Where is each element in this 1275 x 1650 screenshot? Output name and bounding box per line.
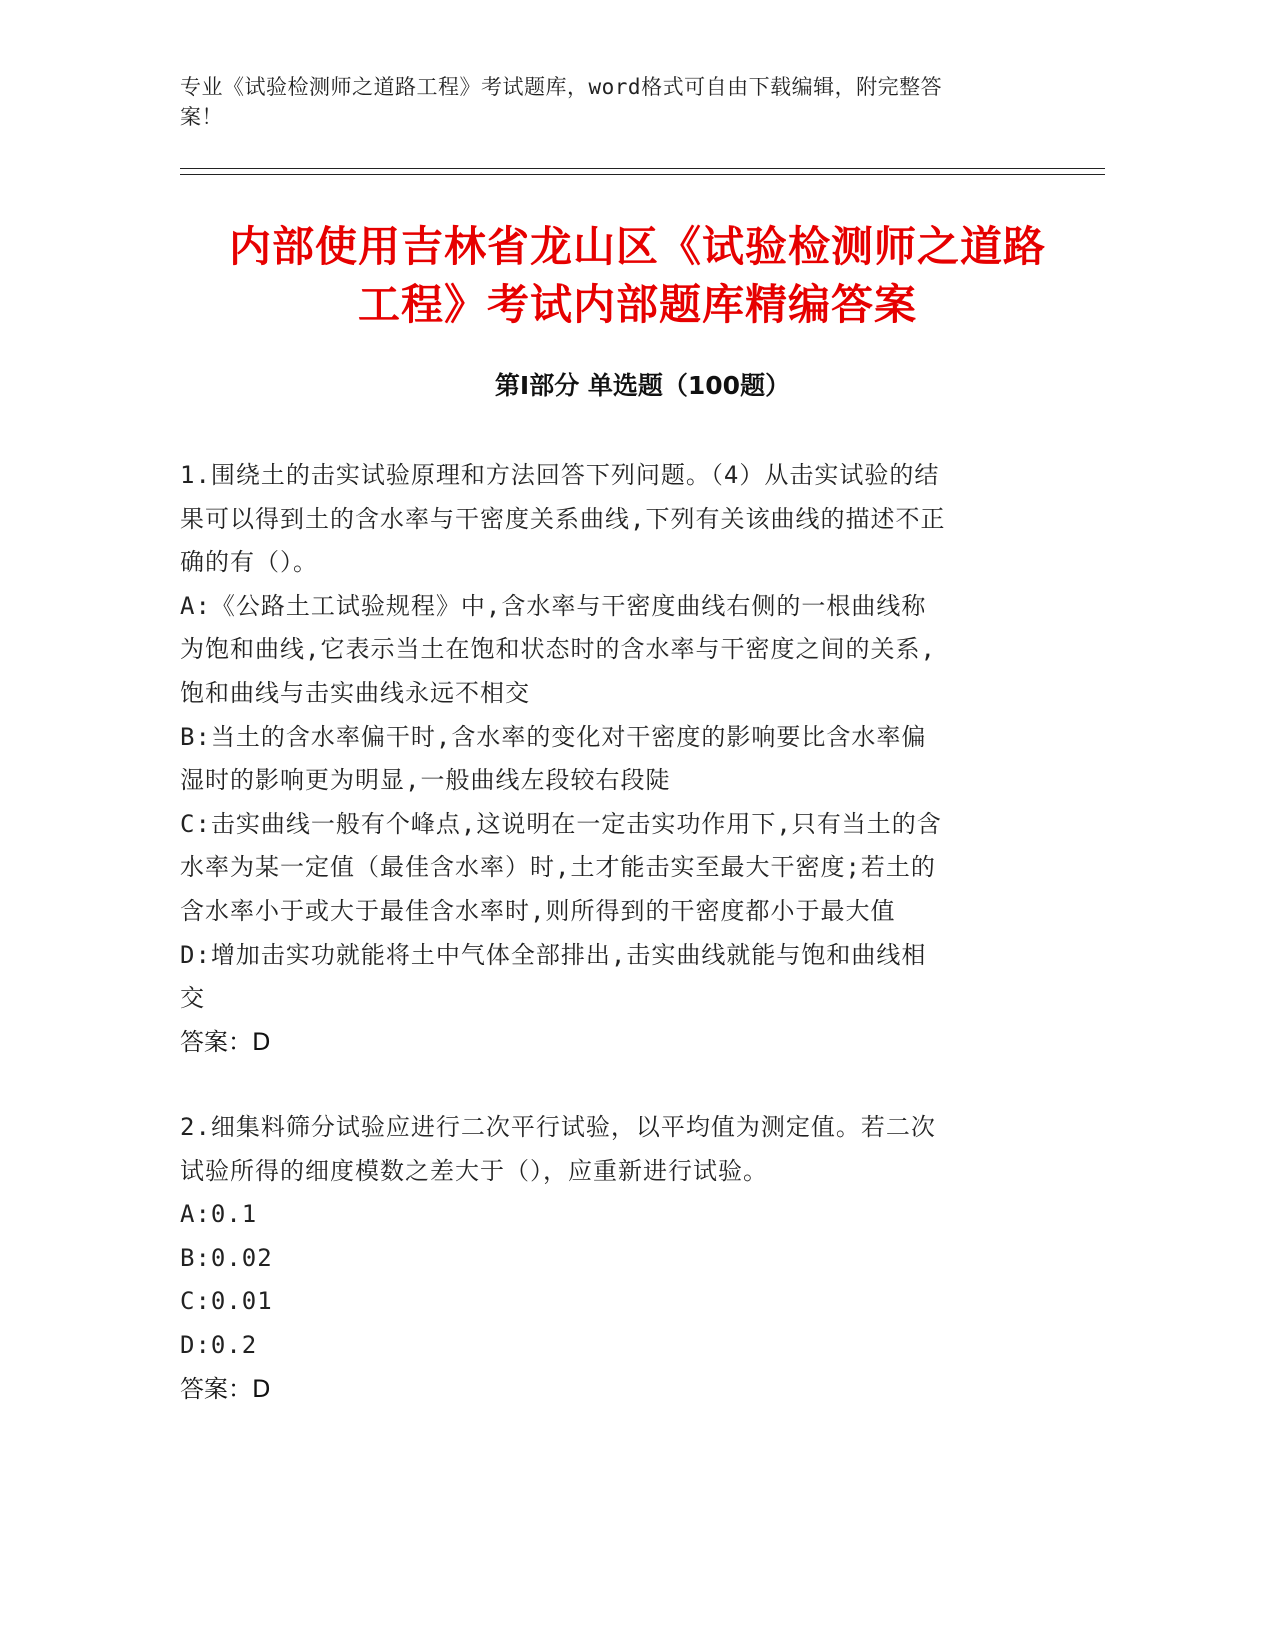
option-b: [180, 1237, 1030, 1281]
option-line: B:0.02: [180, 1243, 273, 1272]
answer-label: 答案：D: [180, 1374, 271, 1403]
question-stem: [180, 1106, 1030, 1193]
header-divider-line: [180, 174, 1105, 175]
option-line: D:增加击实功就能将土中气体全部排出,击实曲线就能与饱和曲线相: [180, 940, 927, 969]
title-line: 工程》考试内部题库精编答案: [357, 280, 917, 329]
stem-line: 2.细集料筛分试验应进行二次平行试验，以平均值为测定值。若二次: [180, 1113, 936, 1141]
header-note-line: 专业《试验检测师之道路工程》考试题库，word格式可自由下载编辑，附完整答: [180, 75, 943, 99]
option-line: A:0.1: [180, 1200, 258, 1229]
option-line: C:击实曲线一般有个峰点,这说明在一定击实功作用下,只有当土的含: [180, 809, 942, 838]
option-d: [180, 934, 1030, 1021]
stem-line: 确的有（）。: [180, 548, 318, 577]
header-note: [180, 72, 1025, 132]
answer-label: 答案：D: [180, 1027, 271, 1056]
option-line: A:《公路土工试验规程》中,含水率与干密度曲线右侧的一根曲线称: [180, 591, 927, 620]
document-title: [120, 218, 1155, 334]
option-d: [180, 1324, 1030, 1368]
header-note-line: 案！: [180, 105, 223, 129]
option-line: B:当土的含水率偏干时,含水率的变化对干密度的影响要比含水率偏: [180, 722, 927, 751]
option-line: 湿时的影响更为明显,一般曲线左段较右段陡: [180, 766, 671, 795]
option-c: [180, 1280, 1030, 1324]
option-a: [180, 1193, 1030, 1237]
question-block: [180, 1106, 1030, 1411]
question-stem: [180, 454, 1030, 585]
title-line: 内部使用吉林省龙山区《试验检测师之道路: [228, 222, 1046, 271]
header-divider-line: [180, 168, 1105, 169]
stem-line: 试验所得的细度模数之差大于（），应重新进行试验。: [180, 1156, 768, 1185]
stem-line: 果可以得到土的含水率与干密度关系曲线,下列有关该曲线的描述不正: [180, 504, 946, 533]
option-line: 含水率小于或大于最佳含水率时,则所得到的干密度都小于最大值: [180, 896, 896, 925]
option-c: [180, 803, 1030, 934]
stem-line: 1.围绕土的击实试验原理和方法回答下列问题。（4）从击实试验的结: [180, 461, 940, 489]
option-b: [180, 716, 1030, 803]
question-block: [180, 454, 1030, 1064]
option-line: C:0.01: [180, 1287, 273, 1316]
option-line: D:0.2: [180, 1330, 258, 1359]
section-heading: 第Ⅰ部分 单选题（100题）: [494, 371, 791, 400]
option-a: [180, 585, 1030, 716]
option-line: 饱和曲线与击实曲线永远不相交: [180, 678, 530, 707]
option-line: 为饱和曲线,它表示当土在饱和状态时的含水率与干密度之间的关系,: [180, 635, 936, 664]
option-line: 水率为某一定值（最佳含水率）时,土才能击实至最大干密度;若土的: [180, 853, 936, 882]
option-line: 交: [180, 984, 205, 1013]
